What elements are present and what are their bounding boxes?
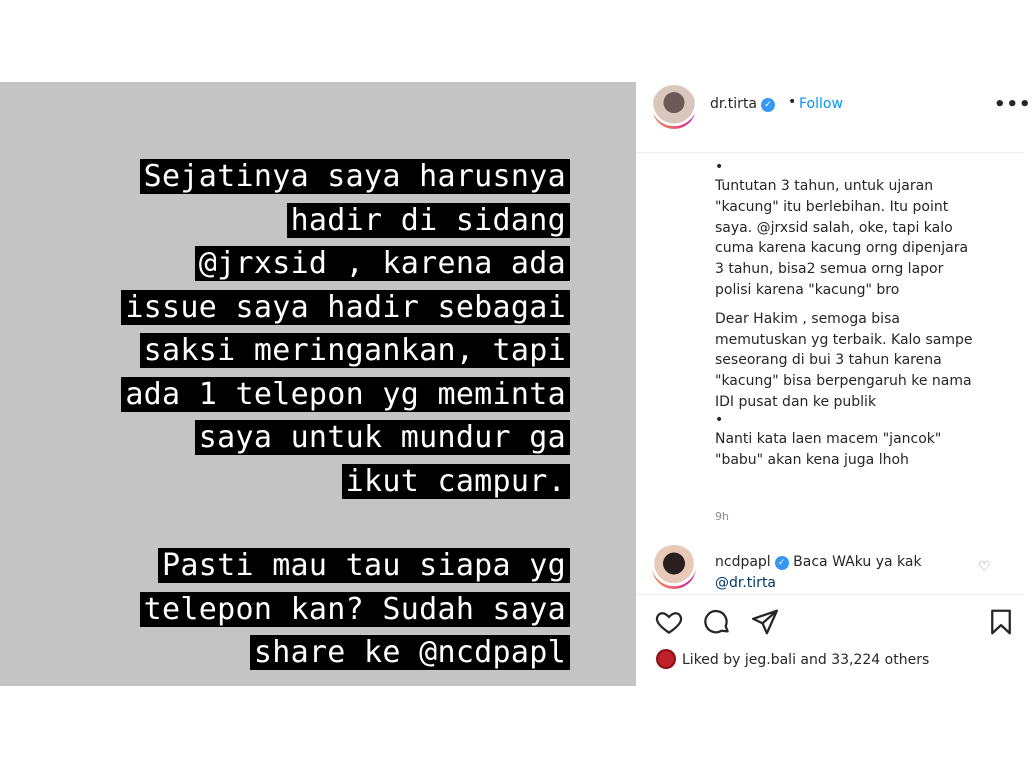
comment-body: [715, 552, 965, 594]
separator-dot: •: [788, 94, 797, 110]
author-avatar[interactable]: [652, 85, 696, 129]
caption-line: Tuntutan 3 tahun, untuk ujaran: [715, 178, 934, 194]
caption-paragraph-1: [715, 176, 1005, 301]
story-line: issue saya hadir sebagai: [121, 290, 570, 325]
caption-line: saya. @jrxsid salah, oke, tapi kalo: [715, 219, 953, 236]
caption-line: IDI pusat dan ke publik: [715, 393, 877, 410]
caption-line: polisi karena "kacung" bro: [715, 281, 900, 298]
story-line: @jrxsid , karena ada: [195, 246, 570, 281]
story-text-block-2: [10, 544, 570, 675]
story-line: Pasti mau tau siapa yg: [158, 548, 570, 583]
story-line: telepon kan? Sudah saya: [140, 592, 570, 627]
story-text-block-1: [10, 155, 570, 503]
caption-line: "kacung" itu berlebihan. Itu point: [715, 198, 949, 215]
author-username[interactable]: [710, 96, 775, 112]
caption-line: 3 tahun, bisa2 semua orng lapor: [715, 261, 944, 278]
comment-like-icon[interactable]: ♡: [978, 559, 991, 575]
liker-username[interactable]: jeg.bali: [744, 652, 796, 668]
instagram-post: [0, 82, 1032, 686]
liker-avatar: [656, 649, 676, 669]
comment-icon[interactable]: [702, 607, 732, 637]
story-line: ada 1 telepon yg meminta: [121, 377, 570, 412]
story-line: share ke @ncdpapl: [250, 635, 570, 670]
follow-button[interactable]: Follow: [799, 96, 843, 112]
story-line: ikut campur.: [342, 464, 570, 499]
more-options-icon[interactable]: •••: [994, 94, 1032, 115]
caption-line: Nanti kata laen macem "jancok": [715, 430, 942, 447]
commenter-avatar[interactable]: [652, 545, 696, 589]
post-image[interactable]: [0, 82, 636, 686]
action-bar: [636, 594, 1024, 643]
post-timestamp[interactable]: 9h: [715, 510, 729, 523]
comment-text: Baca WAku ya kak: [793, 554, 922, 570]
caption-bullet: •: [715, 159, 724, 175]
bookmark-icon[interactable]: [986, 607, 1016, 637]
post-header: [636, 82, 1032, 153]
caption-line: cuma karena kacung orng dipenjara: [715, 240, 969, 257]
share-icon[interactable]: [750, 607, 780, 637]
likes-count[interactable]: 33,224: [831, 652, 881, 668]
author-username-text[interactable]: dr.tirta: [710, 96, 758, 112]
verified-badge-icon: ✓: [761, 98, 775, 112]
caption-line: Dear Hakim , semoga bisa: [715, 310, 900, 327]
likes-suffix: others: [880, 652, 930, 668]
caption-bullet: •: [715, 411, 724, 428]
caption-paragraph-2: [715, 309, 1005, 413]
verified-badge-icon: ✓: [775, 556, 789, 570]
commenter-username[interactable]: ncdpapl: [715, 554, 771, 570]
caption-line: "kacung" bisa berpengaruh ke nama: [715, 373, 972, 390]
heart-icon[interactable]: [654, 607, 684, 637]
story-line: saya untuk mundur ga: [195, 420, 570, 455]
caption-line: seseorang di bui 3 tahun karena: [715, 352, 942, 369]
likes-prefix: Liked by: [682, 652, 745, 668]
story-line: hadir di sidang: [287, 203, 570, 238]
caption-line: memutuskan yg terbaik. Kalo sampe: [715, 331, 973, 348]
story-line: saksi meringankan, tapi: [140, 333, 570, 368]
comment-mention-link[interactable]: @dr.tirta: [715, 575, 777, 591]
likes-summary[interactable]: [656, 649, 929, 669]
post-caption: [715, 160, 1005, 470]
story-line: Sejatinya saya harusnya: [140, 159, 570, 194]
caption-paragraph-3: [715, 429, 1005, 471]
likes-middle: and: [795, 652, 832, 668]
post-sidebar: [636, 82, 1032, 686]
caption-line: "babu" akan kena juga lhoh: [715, 451, 909, 468]
